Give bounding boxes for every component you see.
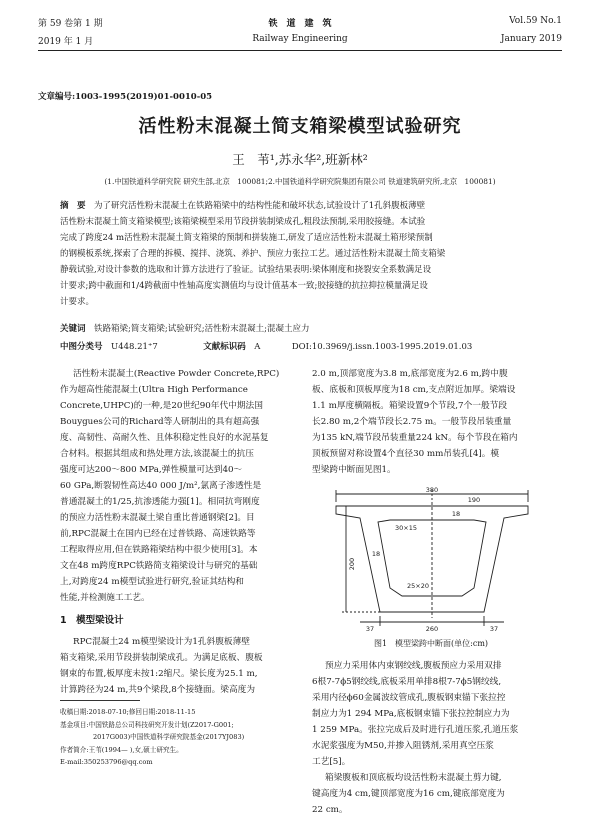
intro-line: 前,RPC混凝土在国内已经在过普铁路、高速铁路等	[60, 529, 256, 539]
figure-1-cross-section	[332, 484, 532, 634]
abstract-line-1: 摘 要 为了研究活性粉末混凝土在铁路箱梁中的结构性能和破坏状态,试验设计了1孔斜腹板薄壁	[60, 201, 426, 211]
affiliation: (1.中国铁道科学研究院 研究生部,北京 100081;2.中国铁道科学研究院集团有限公司 铁道建筑研究所,北京 100081)	[104, 177, 496, 186]
section-line: RPC混凝土24 m模型梁设计为1孔斜腹板薄壁	[73, 637, 250, 647]
dim-bottom-left-label: 37	[365, 625, 375, 633]
dim-bottom-label: 260	[425, 625, 439, 633]
intro-line: 度、高韧性、高耐久性、且体积稳定性良好的水泥基复	[60, 433, 269, 443]
keywords	[60, 322, 310, 334]
article-title: 活性粉末混凝土简支箱梁模型试验研究	[138, 116, 462, 137]
right-line: 预应力采用体内束钢绞线,腹板预应力采用双排	[325, 661, 502, 671]
right-line: 为135 kN,端节段吊装重量224 kN。每个节段在箱内	[312, 433, 518, 443]
journal-title-en: Railway Engineering	[252, 34, 348, 44]
intro-line: 文在48 m跨度RPC铁路简支箱梁设计与研究的基础	[60, 561, 258, 571]
volume-cn: 第 59 卷第 1 期	[38, 19, 103, 29]
footnotes	[60, 706, 300, 769]
intro-line: 普通混凝土的1/25,抗渗透能力强[1]。相同抗弯刚度	[60, 497, 260, 507]
right-line: 制应力为1 294 MPa,底板钢束锚下张拉控制应力为	[312, 709, 510, 719]
flange-thickness-label: 18	[451, 510, 461, 518]
abstract-line-3: 完成了跨度24 m活性粉末混凝土简支箱梁的预制和拼装施工,研发了适应活性粉末混凝土箱形梁预制	[60, 233, 433, 243]
dim-top-half-label: 190	[467, 496, 481, 504]
date-en: January 2019	[500, 34, 562, 44]
right-line: 水泥浆强度为M50,并掺入阻锈剂,采用真空压浆	[312, 741, 494, 751]
email: E-mail:350253796@qq.com	[60, 758, 153, 766]
abstract-line-7: 计要求。	[60, 297, 95, 307]
right-line: 2.0 m,顶部宽度为3.8 m,底部宽度为2.6 m,跨中腹	[312, 369, 508, 379]
intro-line: 60 GPa,断裂韧性高达40 000 J/m²,氯离子渗透性是	[60, 481, 262, 491]
abstract-line-6: 计要求;跨中截面和1/4跨截面中性轴高度实测值均与设计值基本一致;胶接缝的抗拉抑拉模量满足设	[60, 281, 428, 291]
received-date: 收稿日期:2018-07-10;修回日期:2018-11-15	[60, 708, 196, 716]
left-column-intro	[60, 366, 294, 606]
section-1-body	[60, 634, 294, 698]
abstract-label: 摘 要	[60, 201, 86, 211]
right-line: 工艺[5]。	[312, 757, 351, 767]
keywords-label: 关键词	[60, 324, 86, 334]
keywords-text: 铁路箱梁;简支箱梁;试验研究;活性粉末混凝土;混凝土应力	[94, 324, 310, 334]
right-line: 箱梁腹板和顶底板均设活性粉末混凝土剪力键,	[325, 773, 502, 783]
authors: 王 苇¹,苏永华²,班新林²	[232, 152, 368, 167]
right-line: 1.1 m厚度横隔板。箱梁设置9个节段,7个一般节段	[312, 401, 508, 411]
funding: 基金项目:中国铁路总公司科技研究开发计划(Z2017-G001;	[60, 720, 234, 729]
right-line: 长2.80 m,2个端节段长2.75 m。一般节段吊装重量	[312, 417, 512, 427]
right-line: 型梁跨中断面见图1。	[312, 465, 396, 475]
doi: DOI:10.3969/j.issn.1003-1995.2019.01.03	[291, 342, 473, 352]
dim-top-label: 380	[425, 486, 439, 494]
fillet-bottom-label: 25×20	[407, 582, 429, 590]
doc-code-label: 文献标识码	[203, 342, 246, 352]
intro-line: 工程取得应用,但在铁路箱梁结构中很少使用[3]。本	[60, 545, 258, 555]
intro-line: 强度可达200～800 MPa,弹性模量可达到40～	[60, 465, 243, 475]
right-column-bottom	[312, 658, 550, 818]
article-number: 文章编号:1003-1995(2019)01-0010-05	[38, 92, 213, 102]
dim-height-label: 200	[348, 557, 356, 571]
footnote-rule	[60, 700, 140, 701]
right-line: 键高度为4 cm,键顶部宽度为16 cm,键底部宽度为	[312, 789, 505, 799]
abstract	[60, 198, 554, 310]
volume-en: Vol.59 No.1	[509, 16, 562, 26]
section-line: 箱支箱梁,采用节段拼装制梁成孔。为满足底板、腹板	[60, 653, 263, 663]
section-line: 计算跨径为24 m,共9个梁段,8个接缝面。梁高度为	[60, 685, 256, 695]
right-line: 22 cm。	[312, 805, 348, 815]
fillet-top-label: 30×15	[395, 524, 417, 532]
intro-line: 性能,并检测施工工艺。	[60, 593, 150, 603]
clc-value: U448.21⁺7	[111, 342, 158, 352]
web-thickness-label: 18	[371, 550, 381, 558]
dim-bottom-right-label: 37	[489, 625, 499, 633]
right-line: 板、底板和顶板厚度为18 cm,支点附近加厚。梁端设	[312, 385, 516, 395]
intro-line: 作为超高性能混凝土(Ultra High Performance	[60, 385, 248, 395]
date-cn: 2019 年 1 月	[38, 37, 94, 47]
intro-line: Bouygues公司的Richard等人研制出的具有超高强	[60, 417, 260, 427]
right-line: 采用内径ϕ60金属波纹管成孔,腹板钢束锚下张拉控	[312, 693, 506, 703]
clc-label: 中图分类号	[60, 342, 103, 352]
abstract-line-2: 活性粉末混凝土简支箱梁模型;该箱梁模型采用节段拼装制梁成孔,粗段法预制,采用胶接缝。本试验	[60, 217, 426, 227]
right-line: 1 259 MPa。张拉完成后及时进行孔道压浆,孔道压浆	[312, 725, 519, 735]
right-line: 6根7-7ϕ5钢绞线,底板采用单排8根7-7ϕ5钢绞线,	[312, 677, 502, 687]
right-line: 顶板预留对称设置4个直径30 mm吊装孔[4]。模	[312, 449, 500, 459]
intro-line: Concrete,UHPC)的一种,是20世纪90年代中期法国	[60, 401, 263, 411]
doc-code-value: A	[254, 342, 261, 352]
abstract-line-5: 静载试验,对设计参数的选取和计算方法进行了验证。试验结果表明:梁体刚度和挠裂安全系数满足设	[60, 265, 432, 275]
intro-line: 活性粉末混凝土(Reactive Powder Concrete,RPC)	[73, 369, 280, 379]
intro-line: 合材料。根据其组成和热处理方法,该混凝土的抗压	[60, 449, 254, 459]
classification	[60, 340, 472, 352]
author-bio: 作者简介:王苇(1994— ),女,硕士研究生。	[60, 745, 183, 754]
section-1-heading: 1 模型梁设计	[60, 615, 124, 626]
funding-cont: 2017G003)中国铁道科学研究院基金(2017YJ083)	[60, 733, 245, 741]
intro-line: 上,对跨度24 m模型试验进行研究,验证其结构和	[60, 577, 244, 587]
section-line: 钢束的布置,板厚度未按1:2缩尺。梁长度为25.1 m,	[60, 669, 258, 679]
intro-line: 的预应力活性粉末混凝土梁自重比普通钢梁[2]。目	[60, 513, 255, 523]
right-column-top	[312, 366, 550, 478]
journal-title-cn: 铁 道 建 筑	[268, 19, 332, 29]
abstract-line-4: 的钢模板系统,探索了合理的拆模、搅拌、浇筑、养护、预应力张拉工艺。通过活性粉末混凝土简支箱梁	[60, 249, 446, 259]
figure-1-caption: 图1 模型梁跨中断面(单位:cm)	[373, 639, 489, 648]
header-rule	[38, 50, 562, 51]
